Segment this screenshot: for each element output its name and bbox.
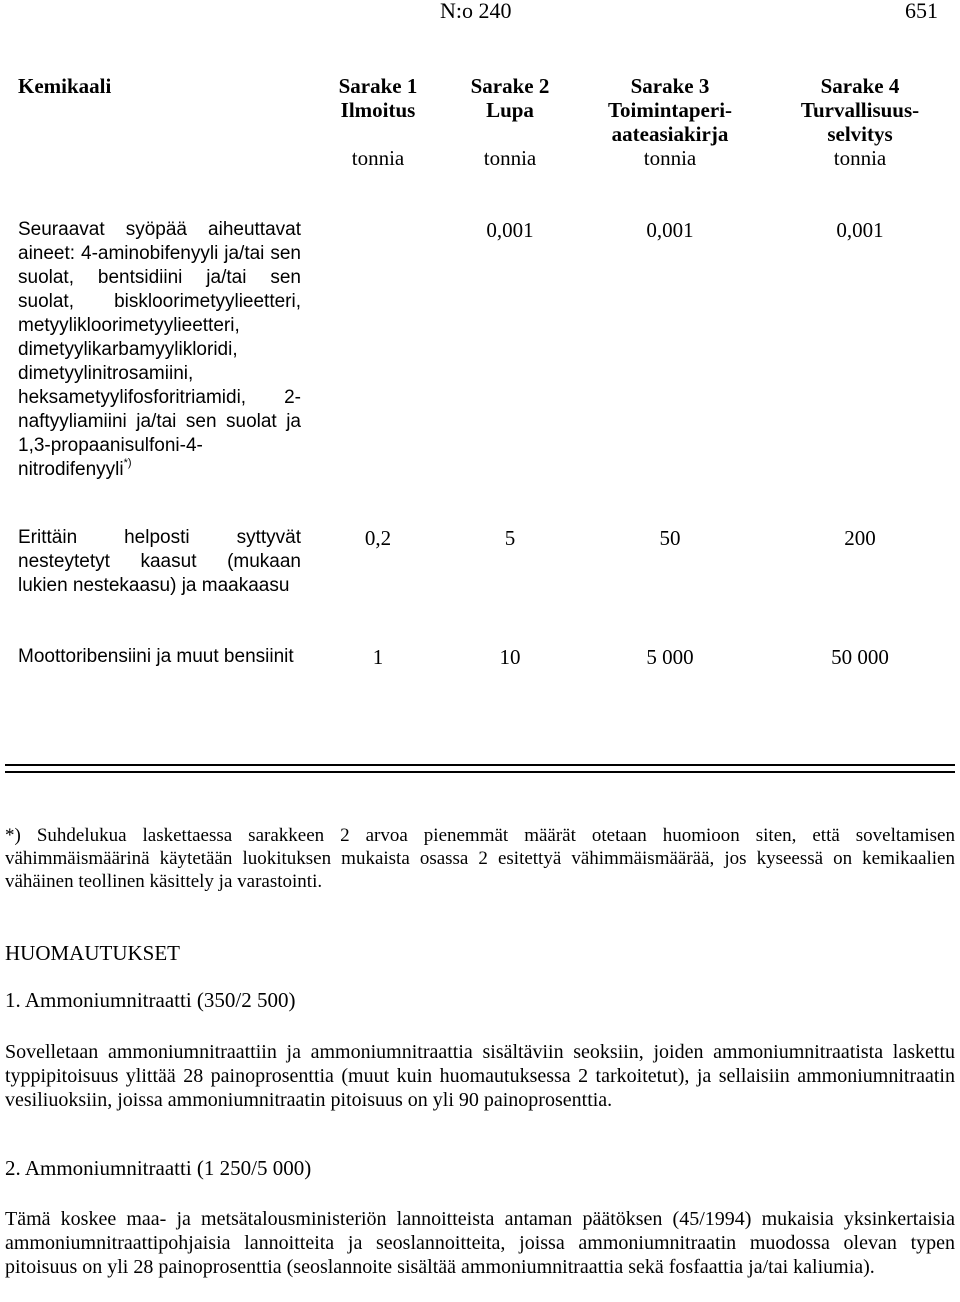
page-number: 651 xyxy=(905,0,938,23)
table-row-chemical xyxy=(18,526,301,598)
chemical-name: Moottoribensiini ja muut bensiinit xyxy=(18,646,294,667)
note-1-heading: 1. Ammoniumnitraatti (350/2 500) xyxy=(5,988,296,1012)
row-1-col-2: 0,001 xyxy=(486,218,534,242)
column-3-subtitle: Toimintaperi- xyxy=(607,98,733,122)
note-2-text: Tämä koskee maa- ja metsätalousministeriön lannoitteista antaman päätöksen (45/1994) mukaisia yksinkertaisia ammoniumnitraattipohjaisia lannoitteita ja seoslannoitteita, joissa ammoniumnitraatin muodossa olevan typen pitoisuus on yli 28 painoprosenttia (seoslannoite sisältää ammoniumnitraattia sekä fosfaattia ja/tai kaliumia). xyxy=(5,1208,955,1278)
column-2-unit: tonnia xyxy=(483,146,537,170)
column-1-subtitle: Ilmoitus xyxy=(340,98,416,122)
row-3-col-1: 1 xyxy=(372,645,384,669)
row-2-col-2: 5 xyxy=(504,526,516,550)
chemical-name: Erittäin helposti syttyvät nesteytetyt kaasut (mukaan lukien nestekaasu) ja maakaasu xyxy=(18,527,301,596)
row-2-col-4: 200 xyxy=(844,526,876,550)
divider-bottom xyxy=(5,771,955,773)
row-3-col-4: 50 000 xyxy=(831,645,889,669)
row-2-col-1: 0,2 xyxy=(364,526,392,550)
footnote-marker: *) xyxy=(123,456,132,469)
chemical-name: Seuraavat syöpää aiheuttavat aineet: 4-aminobifenyyli ja/tai sen suolat, bentsidiini ja/tai sen suolat, biskloorimetyylieetteri, metyylikloorimetyylieetteri, dimetyylikarbamyylikloridi, dimetyylinitrosamiini, heksametyylifosforitriamidi, 2-naftyyliamiini ja/tai sen suolat ja 1,3-propaanisulfoni-4-nitrodifenyyli xyxy=(18,219,301,480)
column-2-title: Sarake 2 xyxy=(470,74,550,98)
column-3-subtitle-2: aateasiakirja xyxy=(611,122,729,146)
divider-top xyxy=(5,764,955,766)
row-2-col-3: 50 xyxy=(659,526,681,550)
column-3-unit: tonnia xyxy=(643,146,697,170)
column-header-2 xyxy=(450,74,570,170)
row-3-col-2: 10 xyxy=(499,645,521,669)
page-label: N:o 240 xyxy=(440,0,512,23)
notes-title: HUOMAUTUKSET xyxy=(5,941,180,965)
column-header-3 xyxy=(590,74,750,170)
note-2-heading: 2. Ammoniumnitraatti (1 250/5 000) xyxy=(5,1156,312,1180)
column-3-title: Sarake 3 xyxy=(630,74,710,98)
column-4-unit: tonnia xyxy=(833,146,887,170)
row-1-col-3: 0,001 xyxy=(646,218,694,242)
chemical-column-header: Kemikaali xyxy=(18,74,112,98)
column-4-subtitle: Turvallisuus- xyxy=(800,98,920,122)
row-1-col-4: 0,001 xyxy=(836,218,884,242)
footnote: *) Suhdelukua laskettaessa sarakkeen 2 arvoa pienemmät määrät otetaan huomioon siten, että soveltamisen vähimmäismäärinä käytetään luokituksen mukaista osassa 2 esitettyä vähimmäismäärää, jos kyseessä on kemikaalien vähäinen teollinen käsittely ja varastointi. xyxy=(5,825,955,892)
column-header-4 xyxy=(780,74,940,170)
column-2-subtitle: Lupa xyxy=(486,98,534,122)
column-1-title: Sarake 1 xyxy=(338,74,418,98)
table-row-chemical xyxy=(18,218,301,482)
table-row-chemical xyxy=(18,645,301,669)
column-4-title: Sarake 4 xyxy=(820,74,900,98)
row-3-col-3: 5 000 xyxy=(646,645,694,669)
column-4-subtitle-2: selvitys xyxy=(827,122,893,146)
note-1-text: Sovelletaan ammoniumnitraattiin ja ammoniumnitraattia sisältäviin seoksiin, joiden ammoniumnitraatista laskettu typpipitoisuus ylittää 28 painoprosenttia (muut kuin huomautuksessa 2 tarkoitetut), ja sellaisiin ammoniumnitraatin vesiliuoksiin, joissa ammoniumnitraatin pitoisuus on yli 90 painoprosenttia. xyxy=(5,1041,955,1111)
column-header-1 xyxy=(318,74,438,170)
column-1-unit: tonnia xyxy=(351,146,405,170)
